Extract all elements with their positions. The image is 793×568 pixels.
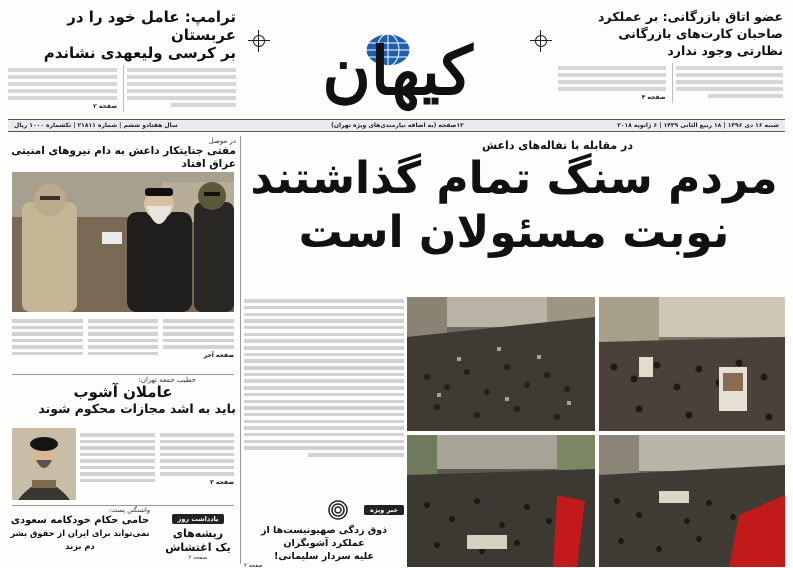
top-right-story <box>558 8 783 103</box>
mosul-photo <box>12 172 234 312</box>
sermon-title-2: باید به اشد مجازات محکوم شوند <box>38 401 236 416</box>
sermon-body-col-1 <box>160 430 235 486</box>
column-divider <box>240 136 241 564</box>
special-news-page-ref: صفحه ۲ <box>244 563 263 568</box>
top-right-title-1: عضو اتاق بازرگانی: بر عملکرد صاحبان کارت‌های بازرگانی <box>598 9 783 41</box>
masthead-logo <box>290 4 505 112</box>
top-left-title-2: بر کرسی ولیعهدی نشاندم <box>43 44 236 62</box>
notes-title-1: ریشه‌های <box>172 527 224 540</box>
crowd-photo-4 <box>599 435 785 567</box>
saudi-title-2: نمی‌تواند برای ایران از حقوق بشر دم بزند <box>10 528 150 551</box>
left-photo-body <box>12 316 234 359</box>
sermon-body-col-2 <box>80 430 155 486</box>
notes-of-day <box>160 506 236 561</box>
dateline-pages: ۱۲صفحه (به اضافه نیازمندی‌های ویژه تهران) <box>331 122 464 129</box>
sermon-body <box>80 430 234 486</box>
top-left-body-col-1 <box>123 65 236 112</box>
main-story-body <box>244 296 404 460</box>
left-photo-headline: مفتی جنایتکار داعش به دام نیروهای امنیتی عراق افتاد <box>11 145 236 170</box>
top-left-story <box>8 8 236 112</box>
dateline-date: شنبه ۱۶ دی ۱۳۹۶ | ۱۸ ربیع الثانی ۱۴۳۹ | ۶ ژانویه ۲۰۱۸ <box>617 122 779 129</box>
crowd-photo-2 <box>599 297 785 431</box>
dateline-strip <box>8 119 785 132</box>
top-left-page-ref: صفحه ۲ <box>93 103 117 110</box>
sermon-story <box>10 376 236 417</box>
left-photo-body-col-2 <box>88 316 159 359</box>
registration-mark-right-icon <box>530 30 552 52</box>
special-news <box>244 500 404 568</box>
special-news-title-2: علیه سردار سلیمانی! <box>273 551 375 562</box>
special-news-title-1: ذوق زدگی صهیونیست‌ها از عملکرد آشوبگران <box>260 525 387 549</box>
crowd-photo-1 <box>407 297 595 431</box>
registration-mark-left-icon <box>248 30 270 52</box>
sermon-kicker: خطیب جمعه تهران: <box>138 376 196 384</box>
main-kicker: در مقابله با تفاله‌های داعش <box>481 139 633 152</box>
left-photo-body-col-1 <box>163 316 234 359</box>
sermon-page-ref: صفحه ۳ <box>210 478 234 486</box>
top-right-title-2: نظارتی وجود ندارد <box>667 43 783 58</box>
saudi-kicker: واشنگتن پست: <box>108 506 150 514</box>
main-headline-1: مردم سنگ تمام گذاشتند <box>250 153 778 204</box>
left-photo-body-col-3 <box>12 316 83 359</box>
top-right-body-col-1 <box>672 63 784 103</box>
top-left-body-col-2 <box>8 65 117 112</box>
notes-badge: یادداشت روز <box>172 514 225 524</box>
sermon-title-1: عاملان آشوب <box>73 383 173 401</box>
cleric-photo <box>12 428 76 500</box>
special-news-badge: خبر ویژه <box>364 505 404 515</box>
saudi-title-1: حامی حکام خودکامه سعودی <box>10 515 150 526</box>
logo-text: کیهان <box>322 32 473 110</box>
dateline-issue: سال هفتادو ششم | شماره ۲۱۸۱۱ | تکشماره ۱۰۰۰ ریال <box>14 122 178 129</box>
top-left-title-1: ترامپ: عامل خود را در عربستان <box>67 8 236 44</box>
top-right-body-col-2 <box>558 63 666 103</box>
notes-title-2: یک اغتشاش <box>165 541 231 554</box>
left-photo-story <box>10 137 236 171</box>
main-story-header <box>245 139 783 260</box>
notes-page-ref: صفحه ۲ <box>188 555 208 561</box>
saudi-story <box>10 506 150 553</box>
top-right-page-ref: صفحه ۴ <box>641 94 666 101</box>
main-headline-2: نوبت مسئولان است <box>298 207 730 258</box>
left-photo-page-ref: صفحه آخر <box>203 351 234 359</box>
spiral-logo-icon <box>318 500 358 520</box>
crowd-photo-3 <box>407 435 595 567</box>
left-photo-kicker: در موصل <box>208 137 236 145</box>
